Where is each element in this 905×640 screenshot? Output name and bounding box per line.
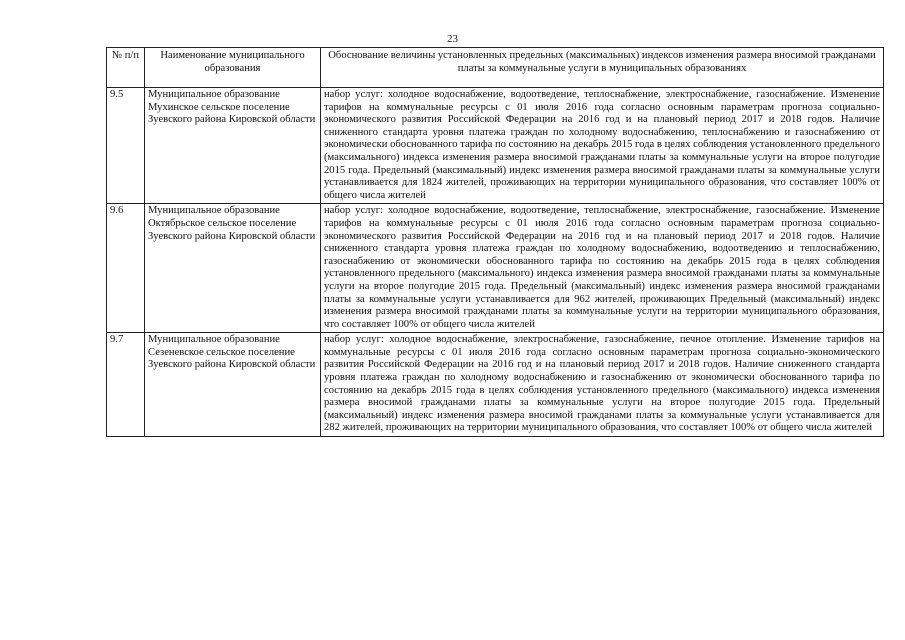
table-row [107, 88, 884, 204]
header-justification: Обоснование величины установленных предельных (максимальных) индексов изменения размера вносимой гражданами платы за коммунальные услуги в муниципальных образованиях [321, 48, 884, 88]
header-number: № п/п [107, 48, 145, 88]
justification-text: набор услуг: холодное водоснабжение, водоотведение, теплоснабжение, электроснабжение, газоснабжение. Изменение тарифов на коммунальные ресурсы с 01 июля 2016 года согласно основным параметрам прогноза социально-экономического развития Российской Федерации на 2016 год и на плановый период 2017 и 2018 годов. Наличие сниженного стандарта уровня платежа граждан по холодному водоснабжению, водоотведению и теплоснабжению, газоснабжению от экономически обоснованного тарифа по состоянию на декабрь 2015 года в целях соблюдения установленного предельного (максимального) индекса изменения размера вносимой гражданами платы за коммунальные услуги на второе полугодие 2015 года. Предельный (максимальный) индекс изменения размера вносимой гражданами платы за коммунальные услуги устанавливается для 962 жителей, проживающих Предельный (максимальный) индекс изменения размера вносимой гражданами платы за коммунальные услуги на территории муниципального образования, что составляет 100% от общего числа жителей [321, 204, 884, 333]
table-header-row [107, 48, 884, 88]
row-number: 9.5 [107, 88, 145, 204]
municipality-name: Муниципальное образование Октябрьское сельское поселение Зуевского района Кировской области [145, 204, 321, 333]
table-row [107, 204, 884, 333]
justification-text: набор услуг: холодное водоснабжение, водоотведение, теплоснабжение, электроснабжение, газоснабжение. Изменение тарифов на коммунальные ресурсы с 01 июля 2016 года согласно основным параметрам прогноза социально-экономического развития Российской Федерации на 2016 год и на плановый период 2017 и 2018 годов. Наличие сниженного стандарта уровня платежа граждан по холодному водоснабжению, теплоснабжению и газоснабжению от экономически обоснованного тарифа по состоянию на декабрь 2015 года в целях соблюдения установленного предельного (максимального) индекса изменения размера вносимой гражданами платы за коммунальные услуги на второе полугодие 2015 года. Предельный (максимальный) индекс изменения размера вносимой гражданами платы за коммунальные услуги устанавливается для 1824 жителей, проживающих на территории муниципального образования, что составляет 100% от общего числа жителей [321, 88, 884, 204]
document-table [106, 47, 884, 437]
municipality-name: Муниципальное образование Сезеневское сельское поселение Зуевского района Кировской области [145, 333, 321, 437]
row-number: 9.7 [107, 333, 145, 437]
municipality-name: Муниципальное образование Мухинское сельское поселение Зуевского района Кировской области [145, 88, 321, 204]
row-number: 9.6 [107, 204, 145, 333]
justification-text: набор услуг: холодное водоснабжение, электроснабжение, газоснабжение, печное отопление. Изменение тарифов на коммунальные ресурсы с 01 июля 2016 года согласно основным параметрам прогноза социально-экономического развития Российской Федерации на 2016 год и на плановый период 2017 и 2018 годов. Наличие сниженного стандарта уровня платежа граждан по холодному водоснабжению и газоснабжению от экономически обоснованного тарифа по состоянию на декабрь 2015 года в целях соблюдения установленного предельного (максимального) индекса изменения размера вносимой гражданами платы за коммунальные услуги на второе полугодие 2015 года. Предельный (максимальный) индекс изменения размера вносимой гражданами платы за коммунальные услуги устанавливается для 282 жителей, проживающих на территории муниципального образования, что составляет 100% от общего числа жителей [321, 333, 884, 437]
page-number: 23 [447, 33, 458, 45]
table-row [107, 333, 884, 437]
header-municipality-name: Наименование муниципального образования [145, 48, 321, 88]
